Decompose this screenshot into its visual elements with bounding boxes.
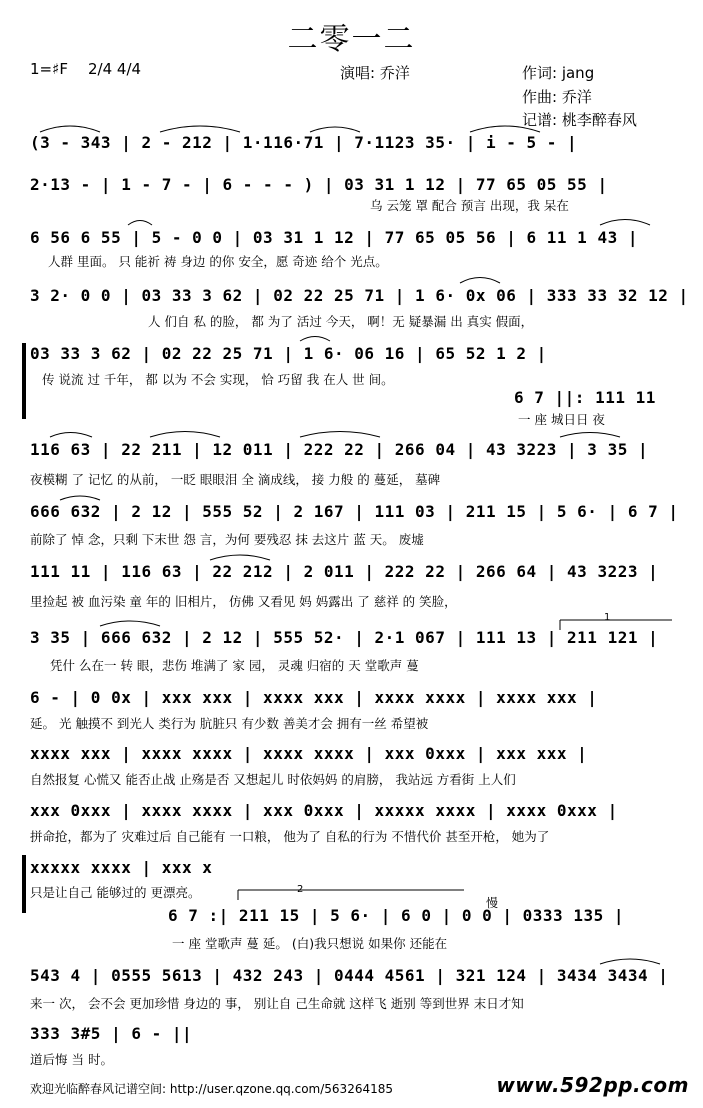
coda-bracket [22, 855, 26, 913]
lyric-line-17: 道后悔 当 时。 [30, 1052, 113, 1067]
lyric-line-5: 传 说流 过 千年， 都 以为 不会 实现， 恰 巧留 我 在人 世 间。 [42, 372, 394, 387]
key-signature: 1=♯F [30, 60, 68, 78]
notation-line-1: (3 - 343 | 2 - 212 | 1·116·71 | 7·1123 35· | i - 5 - | [30, 133, 578, 152]
singer-credit: 演唱: 乔洋 [340, 64, 410, 82]
song-title: 二零一二 [287, 22, 416, 57]
transcriber-credit: 记谱: 桃李醉春风 [522, 111, 637, 129]
lyric-line-6: 一 座 城日日 夜 [518, 412, 605, 427]
tempo-slow-mark: 慢 [486, 896, 499, 910]
notation-line-5: 03 33 3 62 | 02 22 25 71 | 1 6· 06 16 | 65 52 1 2 | [30, 344, 547, 363]
lyric-line-7: 夜模糊 了 记忆 的从前， 一眨 眼眼泪 全 滴成线， 接 力般 的 蔓延， 墓碑 [30, 472, 441, 487]
lyric-line-15: 一 座 堂歌声 蔓 延。 (白)我只想说 如果你 还能在 [172, 936, 448, 951]
lyricist-credit: 作词: jang [522, 64, 595, 82]
notation-line-4: 3 2· 0 0 | 03 33 3 62 | 02 22 25 71 | 1 6· 0x 06 | 333 33 32 12 | [30, 286, 689, 305]
lyric-line-14: 只是让自己 能够过的 更漂亮。 [30, 885, 201, 900]
volta-1-label: 1 [604, 612, 611, 623]
repeat-bracket [22, 343, 26, 419]
notation-line-15: 6 7 :| 211 15 | 5 6· | 6 0 | 0 0 | 0333 135 | [168, 906, 624, 925]
time-signature: 2/4 4/4 [88, 60, 142, 78]
footer-text: 欢迎光临醉春风记谱空间: http://user.qzone.qq.com/563264185 [30, 1082, 394, 1096]
lyric-line-12: 自然报复 心慌又 能否止战 止殇是否 又想起儿 时依妈妈 的肩膀， 我站远 方看街 上人们 [30, 772, 516, 787]
notation-line-3: 6 56 6 55 | 5 - 0 0 | 03 31 1 12 | 77 65 05 56 | 6 11 1 43 | [30, 228, 638, 247]
notation-line-11: 6 - | 0 0x | xxx xxx | xxxx xxx | xxxx xxxx | xxxx xxx | [30, 688, 598, 707]
notation-line-10: 3 35 | 666 632 | 2 12 | 555 52· | 2·1 067 | 111 13 | 211 121 | [30, 628, 659, 647]
lyric-line-8: 前除了 悼 念，只剩 下末世 怨 言，为何 要残忍 抹 去这片 蓝 天。 废墟 [30, 532, 424, 547]
lyric-line-2: 乌 云笼 罩 配合 预言 出现，我 呆在 [370, 198, 569, 213]
notation-line-13: xxx 0xxx | xxxx xxxx | xxx 0xxx | xxxxx xxxx | xxxx 0xxx | [30, 801, 618, 820]
volta-2-label: 2 [297, 884, 304, 895]
notation-line-2: 2·13 - | 1 - 7 - | 6 - - - ) | 03 31 1 12 | 77 65 05 55 | [30, 175, 608, 194]
notation-line-16: 543 4 | 0555 5613 | 432 243 | 0444 4561 | 321 124 | 3434 3434 | [30, 966, 669, 985]
notation-line-8: 666 632 | 2 12 | 555 52 | 2 167 | 111 03 | 211 15 | 5 6· | 6 7 | [30, 502, 679, 521]
lyric-line-16: 来一 次， 会不会 更加珍惜 身边的 事， 别让自 己生命就 这样飞 逝别 等到世界 末日才知 [30, 996, 524, 1011]
lyric-line-3: 人群 里面。 只 能祈 祷 身边 的你 安全，愿 奇迹 给个 光点。 [48, 254, 388, 269]
lyric-line-4: 人 们自 私 的脸， 都 为了 活过 今天， 啊！无 疑暴漏 出 真实 假面， [148, 314, 534, 329]
notation-line-9: 111 11 | 116 63 | 22 212 | 2 011 | 222 22 | 266 64 | 43 3223 | [30, 562, 659, 581]
composer-credit: 作曲: 乔洋 [522, 88, 592, 106]
notation-line-12: xxxx xxx | xxxx xxxx | xxxx xxxx | xxx 0xxx | xxx xxx | [30, 744, 588, 763]
lyric-line-10: 凭什 么在一 转 眼，悲伤 堆满了 家 园， 灵魂 归宿的 天 堂歌声 蔓 [50, 658, 419, 673]
notation-line-7: 116 63 | 22 211 | 12 011 | 222 22 | 266 04 | 43 3223 | 3 35 | [30, 440, 649, 459]
notation-line-14: xxxxx xxxx | xxx x [30, 858, 213, 877]
lyric-line-13: 拼命抢，都为了 灾难过后 自己能有 一口粮， 他为了 自私的行为 不惜代价 甚至开枪， 她为了 [30, 829, 550, 844]
site-watermark: www.592pp.com [496, 1073, 689, 1097]
lyric-line-9: 里捡起 被 血污染 童 年的 旧相片， 仿佛 又看见 妈 妈露出 了 慈祥 的 笑脸， [30, 594, 457, 609]
lyric-line-11: 延。 光 触摸不 到光人 类行为 肮脏只 有少数 善美才会 拥有一丝 希望被 [30, 716, 429, 731]
notation-line-6: 6 7 ||: 111 11 [514, 388, 656, 407]
notation-line-17: 333 3#5 | 6 - || [30, 1024, 193, 1043]
